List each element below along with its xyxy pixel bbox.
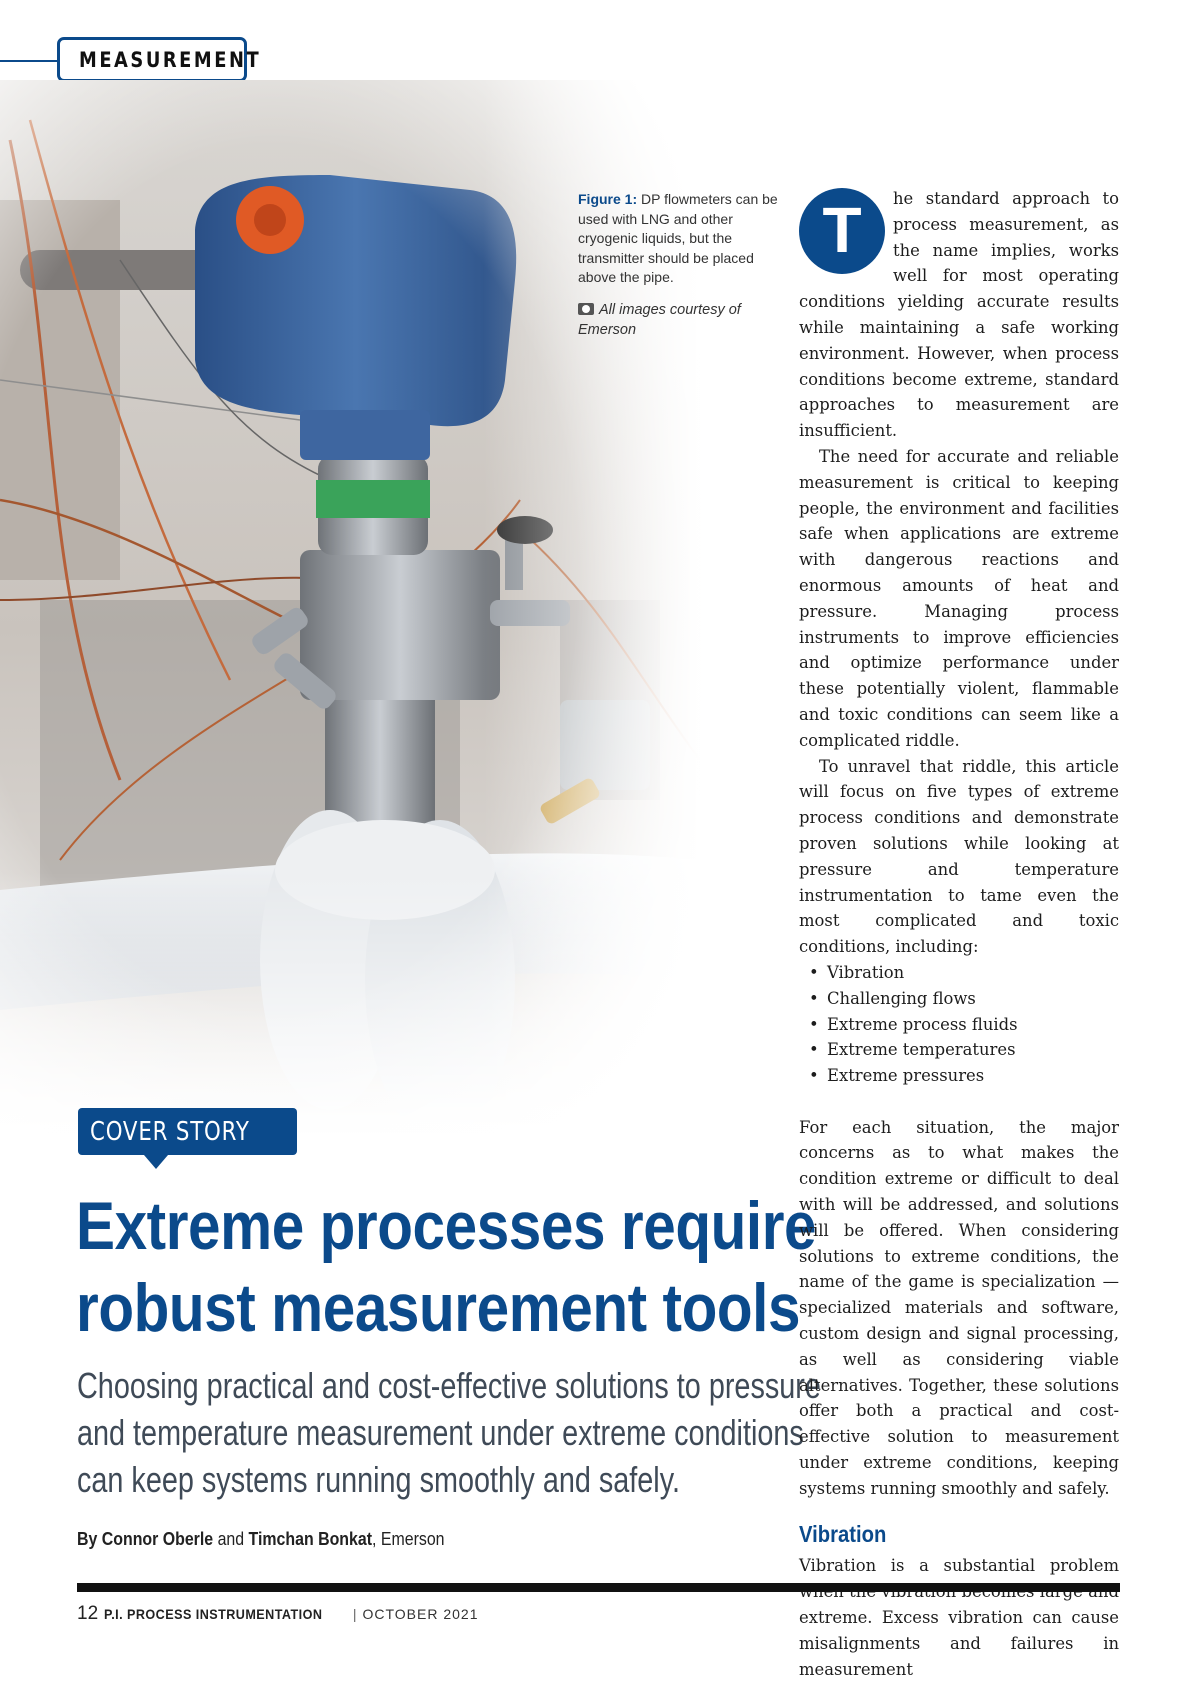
spacer [799, 1089, 1119, 1115]
byline [77, 1528, 445, 1550]
article-body [799, 186, 1119, 1682]
conditions-list [809, 960, 1119, 1089]
cover-story-badge [78, 1108, 297, 1155]
figure-caption [578, 190, 778, 288]
camera-icon [578, 303, 594, 315]
publication-name: P.I. PROCESS INSTRUMENTATION [104, 1606, 323, 1622]
photo-credit [578, 300, 778, 340]
section-rule [0, 60, 60, 62]
author-affiliation: , Emerson [372, 1528, 445, 1549]
list-item: • Challenging flows [809, 986, 1119, 1012]
section-tag [57, 37, 262, 82]
byline-conjunction: and [217, 1528, 245, 1549]
page-number: 12 [77, 1603, 99, 1624]
author-1: Connor Oberle [101, 1528, 214, 1549]
photo-credit-text: All images courtesy of Emerson [578, 302, 741, 338]
cover-story-label: COVER STORY [90, 1116, 250, 1147]
headline-line-2: robust measurement tools [76, 1270, 801, 1346]
list-item: • Vibration [809, 960, 1119, 986]
list-item: • Extreme temperatures [809, 1037, 1119, 1063]
dropcap: T [799, 188, 885, 274]
headline [76, 1185, 817, 1349]
author-2: Timchan Bonkat [248, 1528, 373, 1549]
list-item: • Extreme process fluids [809, 1012, 1119, 1038]
deck [77, 1362, 821, 1503]
paragraph-4: For each situation, the major concerns as to what makes the condition extreme or difficult to deal with will be addressed, and solutions will be offered. When considering solutions to extreme conditions, the name of the game is specialization — specialized materials and software, custom design and signal processing, as well as considering viable alternatives. Together, these solutions offer both a practical and cost-effective solution to measurement under extreme conditions, keeping systems running smoothly and safely. [799, 1117, 1119, 1498]
issue-date: OCTOBER 2021 [362, 1606, 479, 1622]
footer-separator: | [352, 1606, 357, 1622]
paragraph-2: The need for accurate and reliable measurement is critical to keeping people, the environment and facilities safe when applications are extreme with dangerous reactions and enormous amounts of heat and pressure. Managing process instruments to improve efficiencies and optimize performance under these potentially violent, flammable and toxic conditions can seem like a complicated riddle. [799, 446, 1119, 750]
footer-rule [77, 1583, 1120, 1592]
deck-line-3: can keep systems running smoothly and safely. [77, 1459, 680, 1500]
deck-line-1: Choosing practical and cost-effective solutions to pressure [77, 1365, 821, 1406]
figure-caption-text: DP flowmeters can be used with LNG and other cryogenic liquids, but the transmitter should be placed above the pipe. [578, 191, 778, 285]
figure-label: Figure 1: [578, 191, 638, 207]
paragraph-1-text: he standard approach to process measurement, as the name implies, works well for most operating conditions yielding accurate results while maintaining a safe working environment. However, when process conditions become extreme, standard approaches to measurement are insufficient. [799, 189, 1119, 441]
section-label: MEASUREMENT [79, 47, 262, 72]
deck-line-2: and temperature measurement under extreme conditions [77, 1412, 804, 1453]
page-footer [77, 1603, 479, 1625]
heading-vibration: Vibration [799, 1520, 887, 1547]
byline-prefix: By [77, 1528, 98, 1549]
headline-line-1: Extreme processes require [76, 1188, 817, 1264]
paragraph-3: To unravel that riddle, this article will focus on five types of extreme process conditions and demonstrate proven solutions while looking at pressure and temperature instrumentation to tame even the most complicated and toxic conditions, including: [799, 756, 1119, 957]
list-item: • Extreme pressures [809, 1063, 1119, 1089]
paragraph-5: Vibration is a substantial problem extreme. Excess vibration can cause misalignments and failures in measurement [799, 1556, 1119, 1679]
paragraph-1 [799, 186, 1119, 444]
